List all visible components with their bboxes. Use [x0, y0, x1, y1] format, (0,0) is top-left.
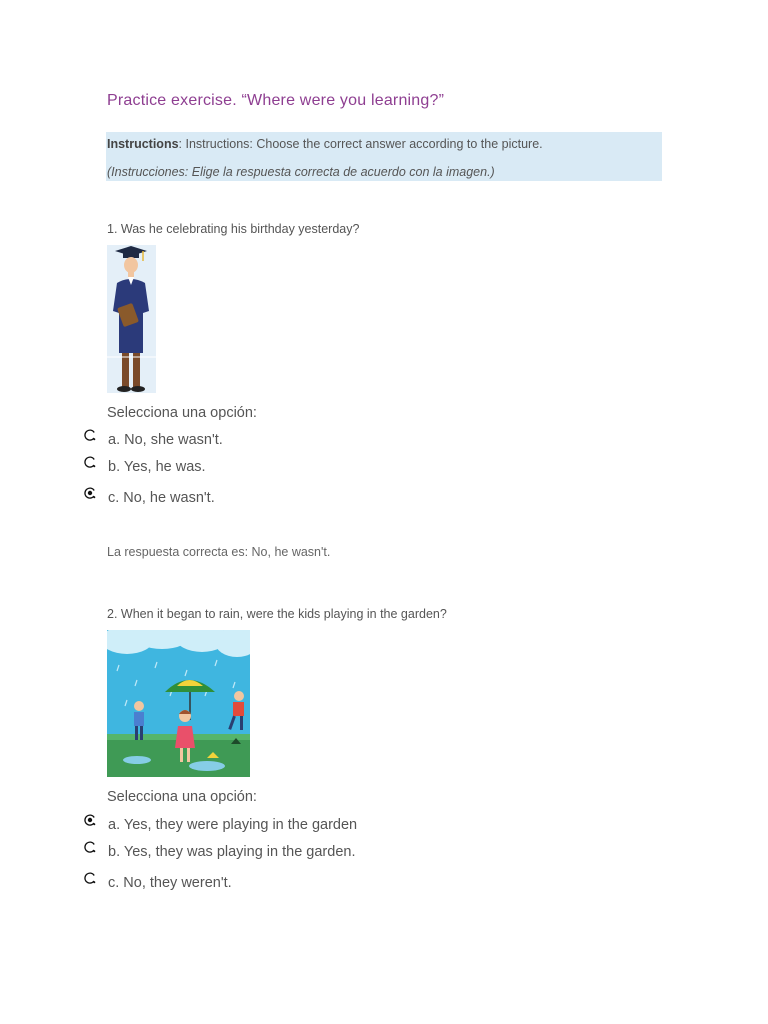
instructions-box	[106, 132, 662, 181]
option-label: a. No, she wasn't.	[108, 432, 223, 448]
instructions-line	[107, 137, 543, 151]
question-2-prompt: Selecciona una opción:	[107, 789, 257, 805]
radio-unselected-icon[interactable]	[84, 456, 96, 468]
question-1-option-b[interactable]	[84, 457, 206, 477]
question-1-text: 1. Was he celebrating his birthday yesterday?	[107, 222, 360, 236]
graduate-picture	[107, 245, 156, 393]
radio-unselected-icon[interactable]	[84, 429, 96, 441]
question-2-option-c[interactable]	[84, 873, 232, 893]
question-2-text: 2. When it began to rain, were the kids playing in the garden?	[107, 607, 447, 621]
question-1-option-c[interactable]	[84, 488, 215, 508]
instructions-text: : Instructions: Choose the correct answer according to the picture.	[178, 137, 543, 151]
option-label: c. No, he wasn't.	[108, 490, 215, 506]
instructions-translation: (Instrucciones: Elige la respuesta correcta de acuerdo con la imagen.)	[107, 165, 495, 179]
question-1-correct-answer: La respuesta correcta es: No, he wasn't.	[107, 545, 331, 559]
instructions-label: Instructions	[107, 137, 179, 151]
radio-selected-icon[interactable]	[84, 487, 96, 499]
option-label: c. No, they weren't.	[108, 875, 232, 891]
radio-unselected-icon[interactable]	[84, 872, 96, 884]
question-1-prompt: Selecciona una opción:	[107, 405, 257, 421]
kids-rain-picture	[107, 630, 250, 777]
question-1-option-a[interactable]	[84, 430, 223, 450]
radio-selected-icon[interactable]	[84, 814, 96, 826]
question-2-option-a[interactable]	[84, 815, 357, 835]
page-title: Practice exercise. “Where were you learning?”	[107, 92, 445, 109]
option-label: a. Yes, they were playing in the garden	[108, 817, 358, 833]
radio-unselected-icon[interactable]	[84, 841, 96, 853]
option-label: b. Yes, he was.	[108, 459, 206, 475]
question-2-option-b[interactable]	[84, 842, 355, 862]
option-label: b. Yes, they was playing in the garden.	[108, 844, 356, 860]
